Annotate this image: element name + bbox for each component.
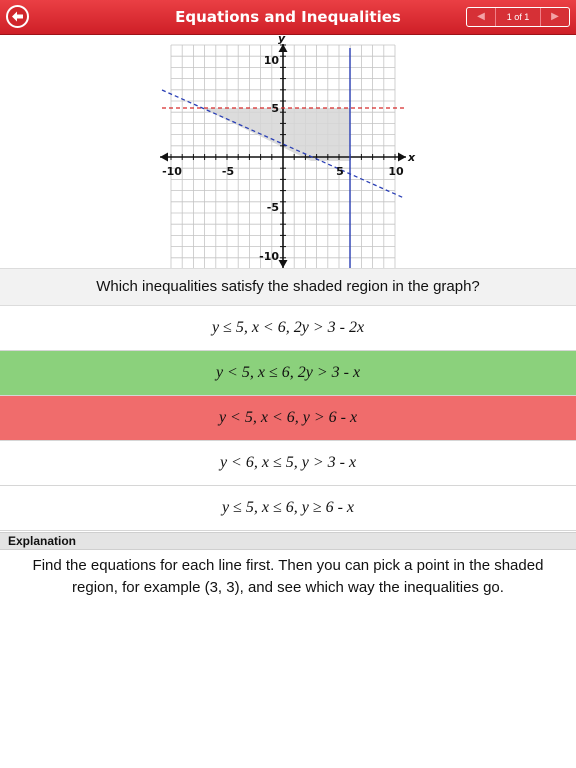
y-axis-label: y (278, 32, 286, 45)
x-tick-label: -5 (221, 165, 235, 178)
x-axis-arrow-right (398, 153, 406, 162)
triangle-left-icon: ◀ (477, 11, 485, 22)
answer-option-3[interactable]: y < 5, x < 6, y > 6 - x (0, 396, 576, 441)
explanation-heading: Explanation (0, 532, 576, 550)
answer-option-5[interactable]: y ≤ 5, x ≤ 6, y ≥ 6 - x (0, 486, 576, 531)
prev-page-button[interactable] (467, 8, 496, 26)
explanation-text: Find the equations for each line first. Then you can pick a point in the shaded region, for example (3, 3), and see which way the inequalities go. (32, 557, 544, 596)
y-tick-label: -5 (266, 201, 279, 214)
coordinate-graph (150, 30, 420, 270)
page-indicator: 1 of 1 (506, 12, 530, 22)
answer-option-2[interactable]: y < 5, x ≤ 6, 2y > 3 - x (0, 351, 576, 396)
graph-axes (160, 44, 406, 268)
x-axis-arrow-left (160, 153, 168, 162)
answer-option-1[interactable]: y ≤ 5, x < 6, 2y > 3 - 2x (0, 306, 576, 351)
next-page-button[interactable] (540, 8, 569, 26)
y-axis-arrow-down (279, 260, 288, 268)
answer-option-4[interactable]: y < 6, x ≤ 5, y > 3 - x (0, 441, 576, 486)
x-axis-label: x (408, 151, 416, 164)
question-text: Which inequalities satisfy the shaded region in the graph? (0, 268, 576, 306)
page-title: Equations and Inequalities (175, 8, 401, 26)
x-tick-label: -10 (162, 165, 182, 178)
y-tick-label: 10 (263, 54, 279, 67)
x-tick-label: 10 (388, 165, 404, 178)
triangle-right-icon: ▶ (551, 11, 559, 22)
pager (466, 7, 570, 27)
y-tick-label: 5 (271, 102, 279, 115)
y-tick-label: -10 (259, 250, 279, 263)
x-tick-label: 5 (336, 165, 344, 178)
